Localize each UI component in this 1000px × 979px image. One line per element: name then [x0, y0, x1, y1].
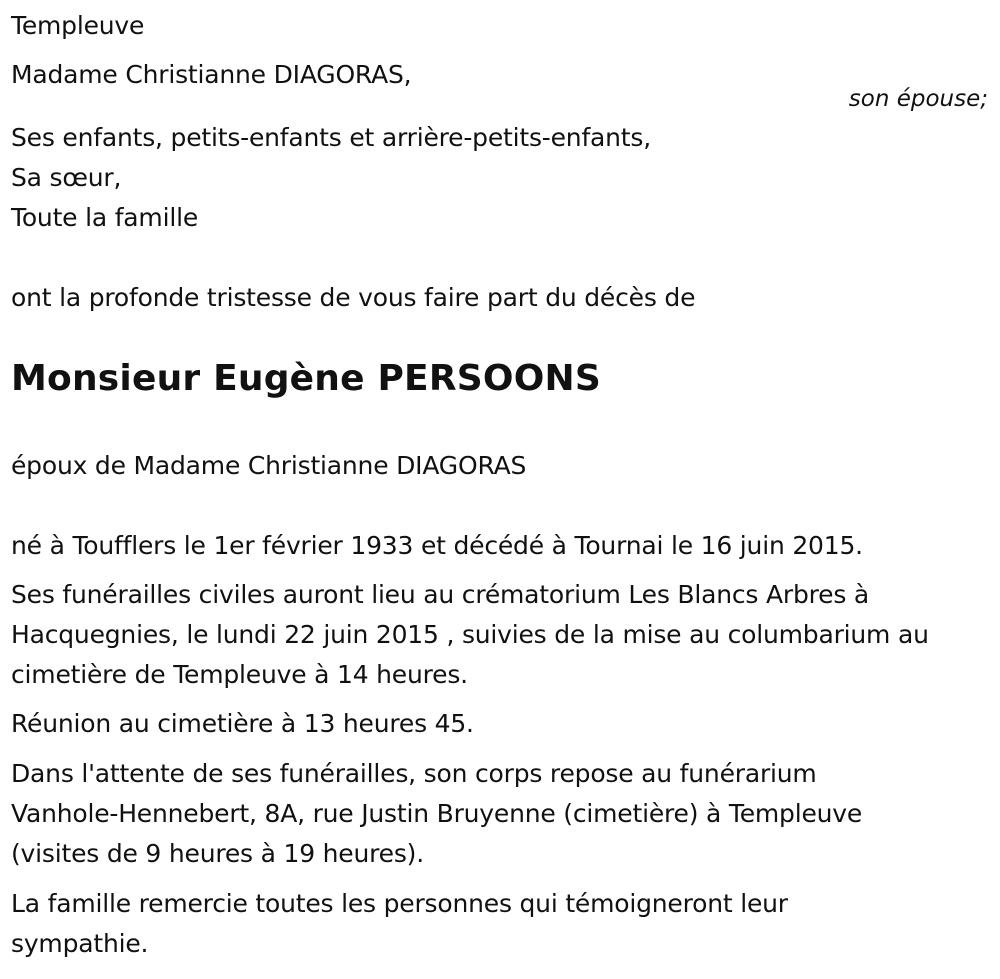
announcement: ont la profonde tristesse de vous faire part du décès de	[11, 283, 696, 312]
family-line: Sa sœur,	[11, 163, 122, 192]
funeral-line: cimetière de Templeuve à 14 heures.	[11, 660, 468, 689]
spouse-role: son épouse;	[848, 86, 988, 112]
funeral-line: Ses funérailles civiles auront lieu au crématorium Les Blancs Arbres à	[11, 580, 870, 609]
spouse-of: époux de Madame Christianne DIAGORAS	[11, 451, 527, 480]
family-line: Ses enfants, petits-enfants et arrière-petits-enfants,	[11, 123, 651, 152]
family-line: Toute la famille	[11, 203, 198, 232]
birth-death: né à Toufflers le 1er février 1933 et décédé à Tournai le 16 juin 2015.	[11, 531, 863, 560]
funeral-line: Hacquegnies, le lundi 22 juin 2015 , suivies de la mise au columbarium au	[11, 620, 929, 649]
thanks-line: La famille remercie toutes les personnes qui témoigneront leur	[11, 889, 788, 918]
repose-line: (visites de 9 heures à 19 heures).	[11, 839, 424, 868]
spouse-line: Madame Christianne DIAGORAS,	[11, 60, 412, 89]
meeting: Réunion au cimetière à 13 heures 45.	[11, 709, 474, 738]
thanks-line: sympathie.	[11, 929, 149, 958]
repose-line: Vanhole-Hennebert, 8A, rue Justin Bruyenne (cimetière) à Templeuve	[11, 799, 863, 828]
deceased-name: Monsieur Eugène PERSOONS	[11, 358, 601, 399]
city: Templeuve	[11, 11, 145, 40]
repose-line: Dans l'attente de ses funérailles, son corps repose au funérarium	[11, 759, 817, 788]
